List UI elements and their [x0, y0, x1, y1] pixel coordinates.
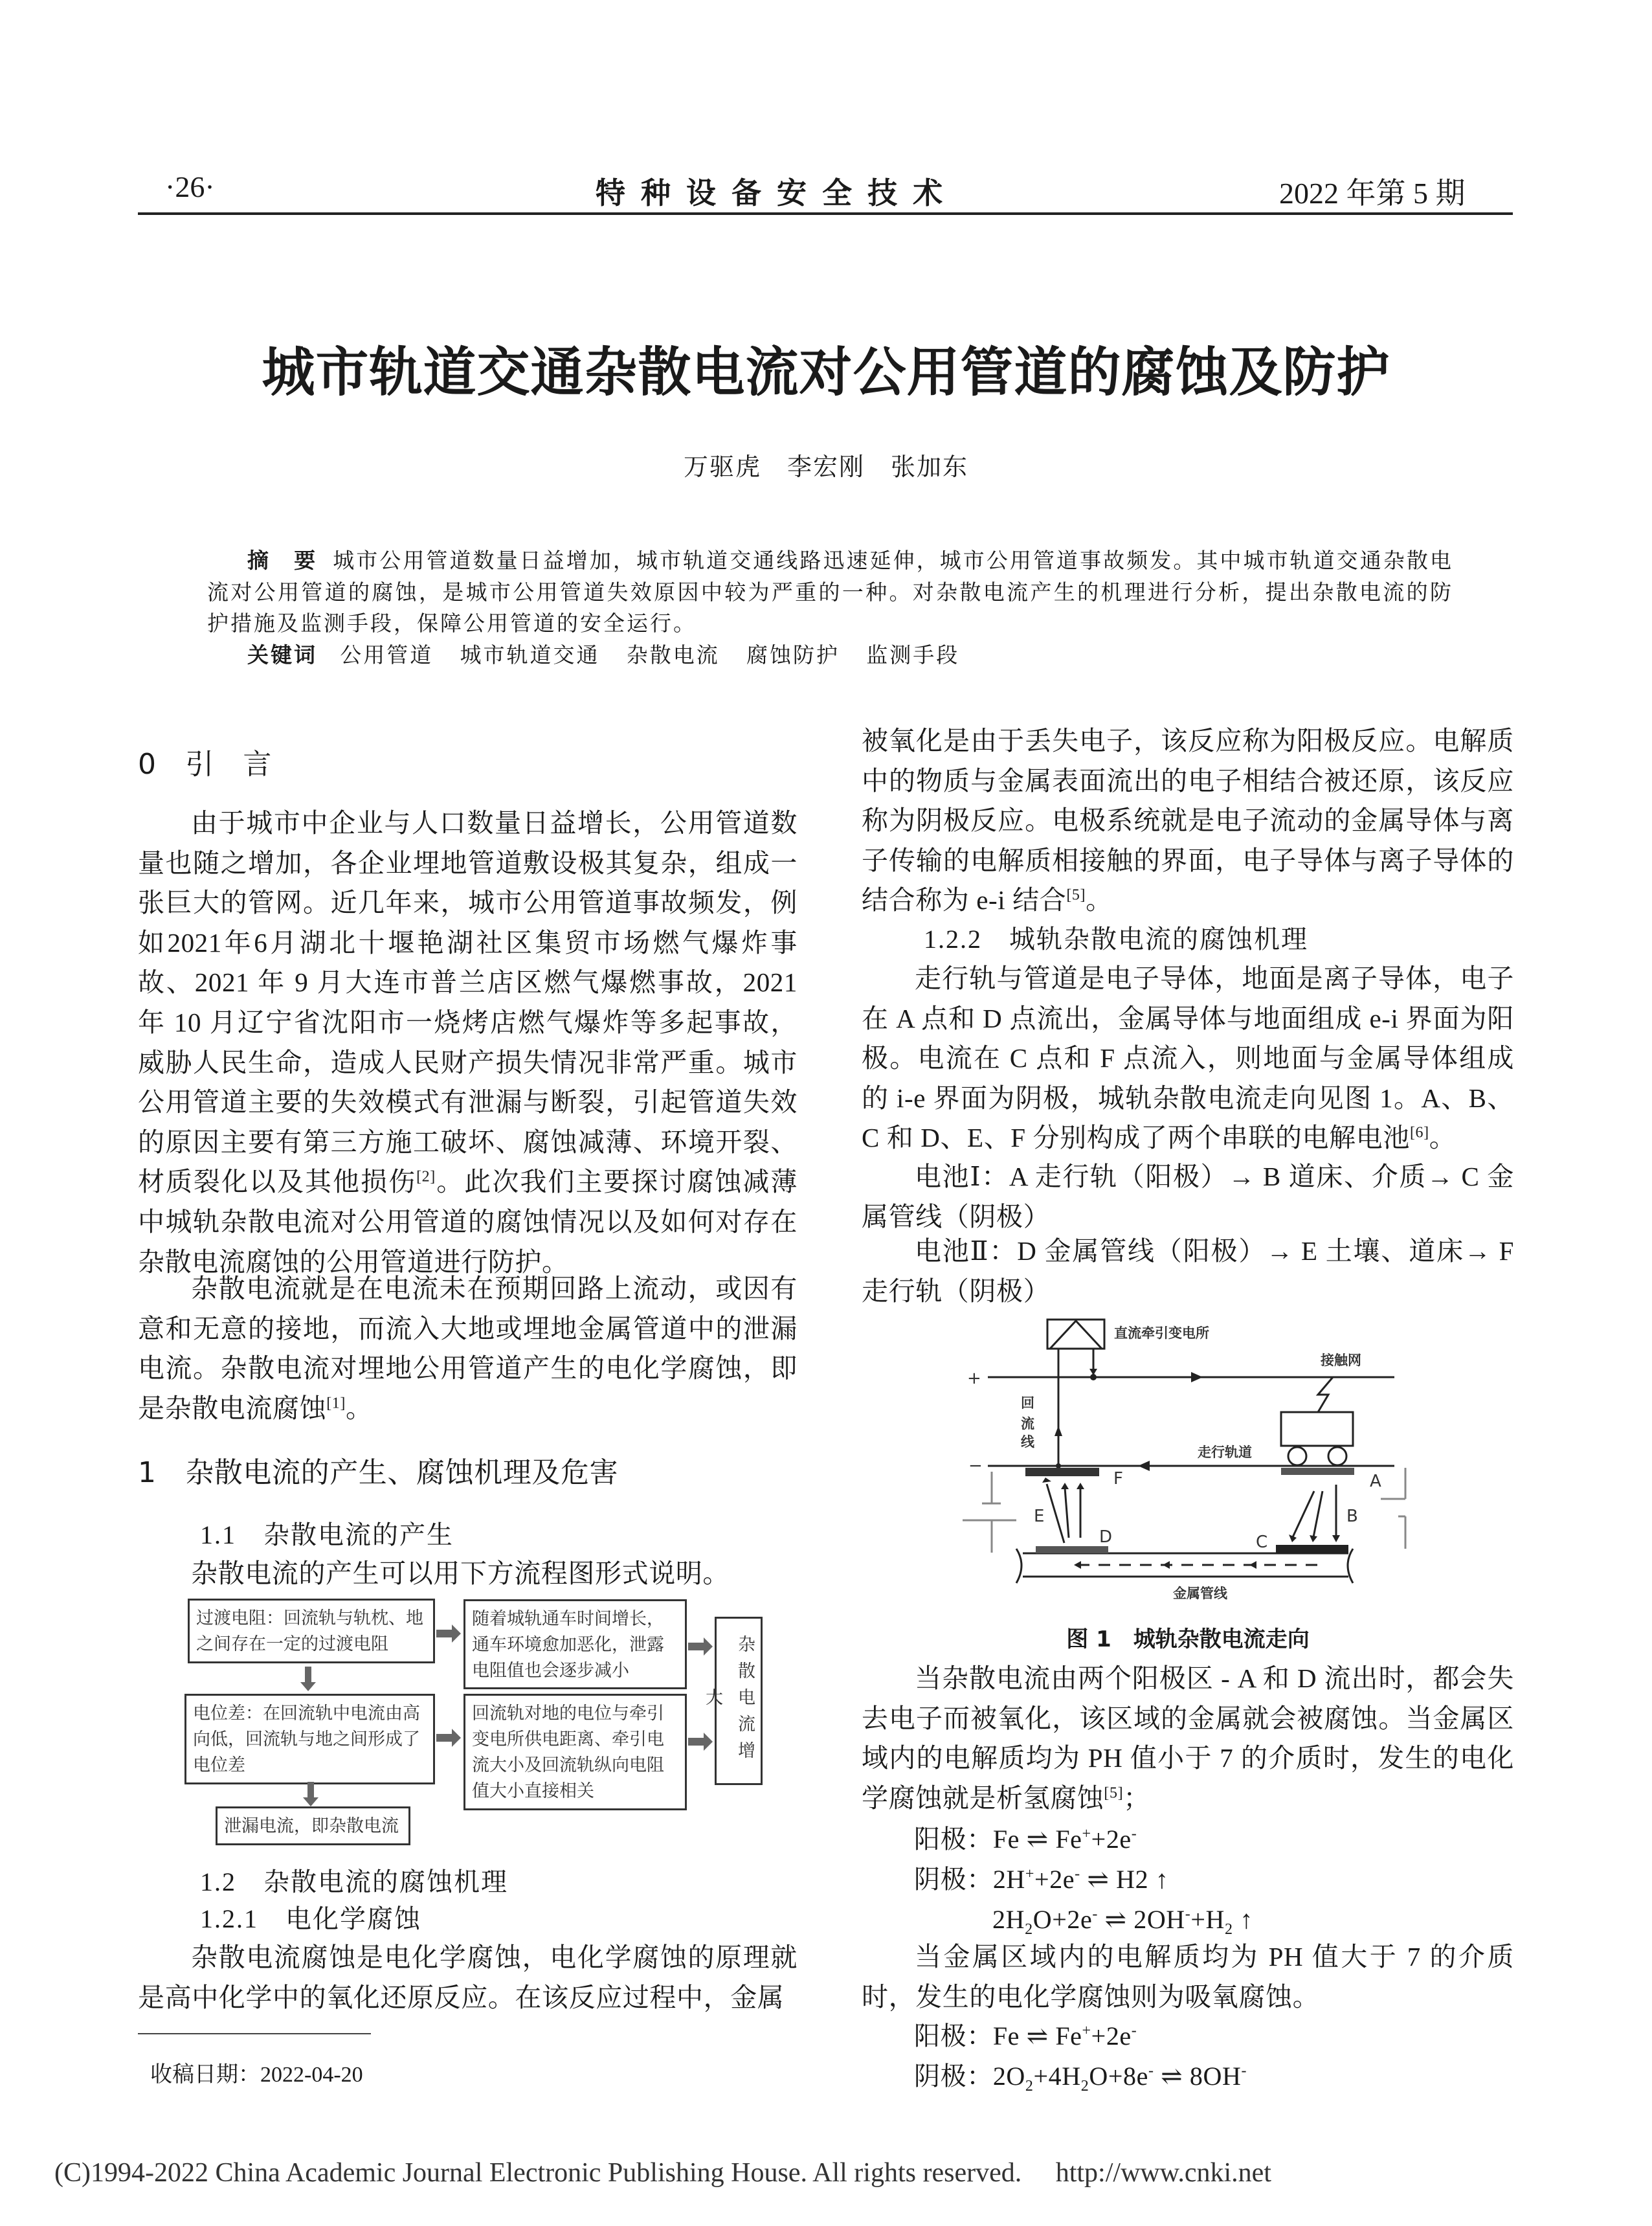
equation-label: 阴极：	[914, 1865, 993, 1894]
citation: [5]	[1066, 886, 1086, 904]
point-A-label: A	[1370, 1472, 1381, 1491]
paragraph: 杂散电流的产生可以用下方流程图形式说明。	[191, 1558, 730, 1588]
substation-label: 直流牵引变电所	[1114, 1325, 1209, 1341]
arrow-left-icon	[1138, 1461, 1150, 1471]
paragraph-text: ；	[1123, 1782, 1150, 1813]
citation: [6]	[1409, 1124, 1429, 1141]
subsection-heading: 1.2 杂散电流的腐蚀机理	[200, 1867, 508, 1896]
equation-label: 阳极：	[914, 1825, 993, 1854]
pipe-plate-D	[1036, 1546, 1108, 1553]
minus-label: −	[968, 1456, 983, 1476]
article-title: 城市轨道交通杂散电流对公用管道的腐蚀及防护	[262, 342, 1390, 403]
page-number: ·26·	[165, 170, 215, 203]
paragraph-text: 。	[1086, 885, 1113, 916]
arrow-right-icon	[1191, 1372, 1203, 1382]
subsubsection-heading: 1.2.2 城轨杂散电流的腐蚀机理	[924, 925, 1308, 954]
keyword: 监测手段	[866, 644, 960, 668]
paragraph-text: 杂散电流就是在电流未在预期回路上流动，或因有意和无意的接地，而流入大地或埋地金属管道中的泄漏电流。杂散电流对埋地公用管道产生的电化学腐蚀，即是杂散电流腐蚀	[138, 1274, 798, 1423]
paragraph-text: 。此次我们主要探讨腐蚀减薄中城轨杂散电流对公用管道的腐蚀情况以及如何对存在杂散电流腐蚀的公用管道进行防护。	[138, 1167, 798, 1277]
keyword: 公用管道	[340, 644, 434, 668]
return-line-label: 流	[1021, 1416, 1034, 1432]
arrow-up-icon	[1055, 1426, 1062, 1436]
equation-anode-2: 阳极：Fe ⇌ Fe++2e-	[914, 2021, 1137, 2051]
flow-box-transition-resistance: 过渡电阻：回流轨与轨枕、地之间存在一定的过渡电阻	[188, 1599, 435, 1663]
paragraph	[138, 804, 798, 1282]
equation-label: 阴极：	[914, 2062, 993, 2091]
figure-caption: 图 1 城轨杂散电流走向	[1066, 1626, 1310, 1652]
equation-label: 阳极：	[914, 2021, 993, 2051]
abstract	[207, 545, 1453, 640]
pipe-plate-C	[1276, 1545, 1348, 1553]
train-icon	[1281, 1412, 1353, 1446]
paragraph-text: 。	[1429, 1123, 1457, 1153]
pipeline-label: 金属管线	[1173, 1586, 1227, 1601]
subsection-heading: 1.1 杂散电流的产生	[200, 1520, 454, 1549]
equation-anode-1: 阳极：Fe ⇌ Fe++2e-	[914, 1825, 1137, 1854]
pipe-end	[1016, 1549, 1021, 1583]
paragraph-text: 。	[346, 1393, 373, 1423]
paragraph-text: 走行轨与管道是电子导体，地面是离子导体，电子在 A 点和 D 点流出，金属导体与地面组成 e-i 界面为阳极。电流在 C 点和 F 点流入，则地面与金属导体组成的 i-e 界面为阴极，城轨杂散电流走向见图 1。A、B、C 和 D、E、F 分别构成了两个串联的电解电池	[862, 963, 1514, 1153]
substation-triangle	[1050, 1321, 1102, 1349]
keyword: 杂散电流	[626, 644, 720, 668]
keyword: 城市轨道交通	[460, 644, 600, 668]
wheel-icon	[1328, 1447, 1346, 1465]
paragraph-text: 当杂散电流由两个阳极区 - A 和 D 流出时，都会失去电子而被氧化，该区域的金属就会被腐蚀。当金属区域内的电解质均为 PH 值小于 7 的介质时，发生的电化学腐蚀就是析氢腐蚀	[862, 1663, 1514, 1813]
wheel-icon	[1288, 1447, 1306, 1465]
keywords	[247, 640, 979, 671]
journal-name: 特 种 设 备 安 全 技 术	[596, 175, 946, 210]
point-E-label: E	[1034, 1507, 1045, 1526]
cell-2-description: 电池Ⅱ：D 金属管线（阳极）→ E 土壤、道床→ F 走行轨（阴极）	[862, 1236, 1514, 1306]
citation: [5]	[1104, 1784, 1124, 1802]
section-heading-0: 0 引 言	[138, 748, 272, 781]
rail-plate-F	[1025, 1468, 1099, 1476]
point-B-label: B	[1346, 1507, 1358, 1526]
plus-label: +	[967, 1369, 981, 1388]
header-rule	[138, 212, 1513, 215]
footnote-rule	[138, 2033, 371, 2034]
paragraph	[862, 1659, 1514, 1818]
equation-cathode-3: 阴极：$2O_2+4H_2O+8e^-$ ⇌ 8OH-	[914, 2062, 1247, 2095]
catenary-label: 接触网	[1321, 1353, 1361, 1368]
rail-plate-A	[1281, 1468, 1354, 1475]
flow-box-rail-potential: 回流轨对地的电位与牵引变电所供电距离、牵引电流大小及回流轨纵向电阻值大小直接相关	[463, 1694, 687, 1810]
citation: [1]	[326, 1395, 346, 1412]
stray-current-diagram	[932, 1308, 1450, 1619]
return-line-label: 线	[1021, 1434, 1034, 1450]
pantograph-icon	[1318, 1377, 1333, 1412]
battery-symbols	[963, 1468, 1405, 1553]
return-line-label: 回	[1021, 1395, 1034, 1411]
issue-label: 2022 年第 5 期	[1279, 177, 1466, 210]
cell-1-description: 电池Ⅰ：A 走行轨（阳极）→ B 道床、介质→ C 金属管线（阴极）	[862, 1162, 1514, 1231]
keywords-label: 关键词	[247, 642, 317, 668]
equation-cathode-2: $2H_2O+2e^-$ ⇌ $2OH^-+H_2$ ↑	[992, 1905, 1253, 1938]
pipe-end	[1348, 1549, 1353, 1583]
flow-box-potential-difference: 电位差：在回流轨中电流由高向低，回流轨与地之间形成了电位差	[184, 1694, 435, 1784]
substation-icon	[1047, 1320, 1104, 1349]
copyright-notice: (C)1994-2022 China Academic Journal Electronic Publishing House. All rights reserved. http://www.cnki.net	[54, 2158, 1271, 2188]
abstract-text: 城市公用管道数量日益增加，城市轨道交通线路迅速延伸，城市公用管道事故频发。其中城市轨道交通杂散电流对公用管道的腐蚀，是城市公用管道失效原因中较为严重的一种。对杂散电流产生的机理进行分析，提出杂散电流的防护措施及监测手段，保障公用管道的安全运行。	[207, 550, 1454, 636]
keyword: 腐蚀防护	[746, 644, 840, 668]
abstract-label: 摘 要	[247, 548, 318, 573]
paragraph	[138, 1269, 798, 1428]
paragraph: 杂散电流腐蚀是电化学腐蚀，电化学腐蚀的原理就是高中化学中的氧化还原反应。在该反应过程中，金属	[138, 1942, 798, 2012]
citation: [2]	[416, 1168, 436, 1186]
point-D-label: D	[1099, 1527, 1113, 1547]
point-C-label: C	[1256, 1533, 1268, 1552]
flow-box-leakage-current: 泄漏电流，即杂散电流	[216, 1806, 410, 1845]
paragraph	[862, 721, 1514, 921]
paragraph	[862, 959, 1514, 1158]
subsubsection-heading: 1.2.1 电化学腐蚀	[200, 1904, 421, 1933]
point-F-label: F	[1113, 1469, 1123, 1489]
paragraph: 当金属区域内的电解质均为 PH 值大于 7 的介质时，发生的电化学腐蚀则为吸氧腐蚀。	[862, 1942, 1514, 2012]
running-rail-label: 走行轨道	[1198, 1445, 1252, 1460]
authors: 万驱虎 李宏刚 张加东	[683, 454, 968, 481]
section-heading-1: 1 杂散电流的产生、腐蚀机理及危害	[138, 1456, 619, 1489]
paragraph-text: 由于城市中企业与人口数量日益增长，公用管道数量也随之增加，各企业埋地管道敷设极其复杂，组成一张巨大的管网。近几年来，城市公用管道事故频发，例如2021年6月湖北十堰艳湖社区集贸市场燃气爆炸事故、2021 年 9 月大连市普兰店区燃气爆燃事故，2021 年 10 月辽宁省沈阳市一烧烤店燃气爆炸等多起事故，威胁人民生命，造成人民财产损失情况非常严重。城市公用管道主要的失效模式有泄漏与断裂，引起管道失效的原因主要有第三方施工破坏、腐蚀减薄、环境开裂、材质裂化以及其他损伤	[138, 808, 798, 1197]
paragraph-text: 被氧化是由于丢失电子，该反应称为阳极反应。电解质中的物质与金属表面流出的电子相结合被还原，该反应称为阴极反应。电极系统就是电子流动的金属导体与离子传输的电解质相接触的界面，电子导体与离子导体的结合称为 e-i 结合	[862, 726, 1514, 916]
flow-box-leakage-resistance: 随着城轨通车时间增长，通车环境愈加恶化，泄露电阻值也会逐步减小	[463, 1599, 687, 1689]
received-date: 收稿日期：2022-04-20	[150, 2063, 363, 2087]
equation-cathode-1: 阴极：2H++2e- ⇌ H2 ↑	[914, 1865, 1169, 1894]
flow-box-stray-current-increase: 杂散电流增大	[715, 1617, 763, 1785]
